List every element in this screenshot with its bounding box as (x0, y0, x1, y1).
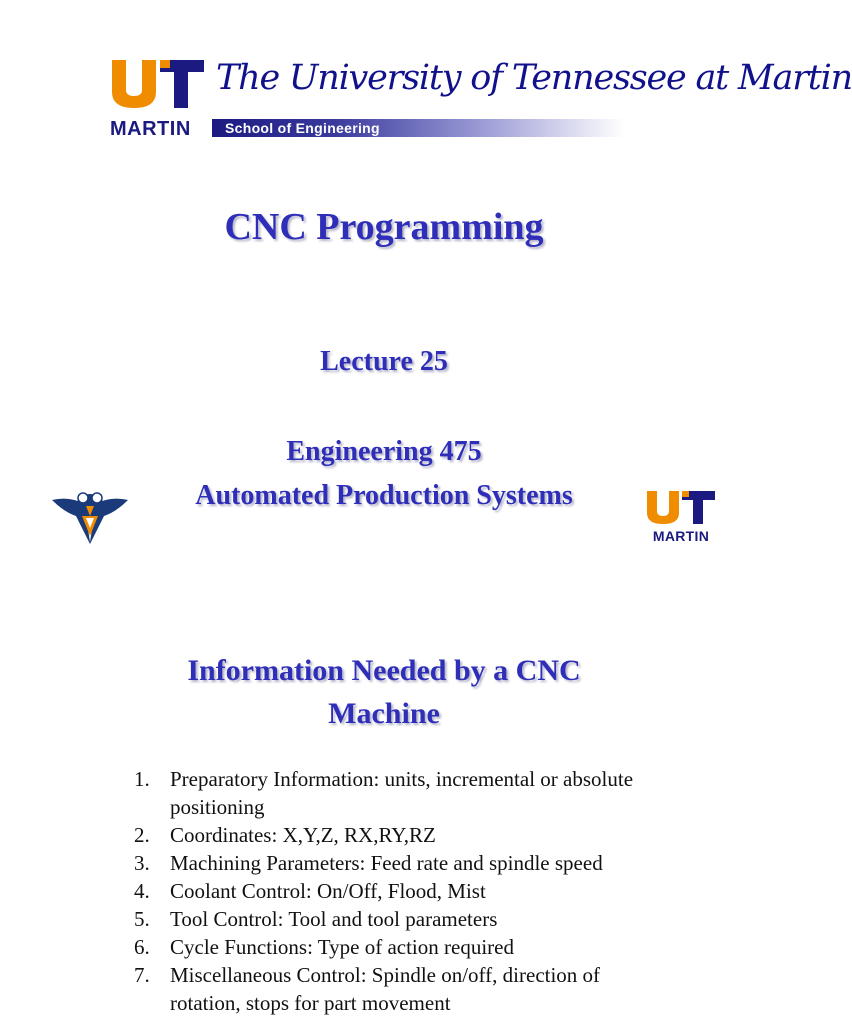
list-item (134, 933, 654, 961)
list-item (134, 765, 654, 821)
section-title-line1: Information Needed by a CNC (187, 654, 581, 687)
list-item-number: 1. (134, 767, 150, 791)
logo-martin-word: MARTIN (110, 118, 191, 140)
university-name: The University of Tennessee at Martin (216, 58, 852, 98)
ut-martin-logo-icon (645, 489, 717, 525)
slide-title: CNC Programming (224, 206, 544, 248)
list-item-number: 2. (134, 823, 150, 847)
list-item-text: Machining Parameters: Feed rate and spindle speed (170, 851, 603, 875)
list-item-number: 6. (134, 935, 150, 959)
list-item (134, 905, 654, 933)
course-name: Automated Production Systems (195, 480, 573, 511)
list-item-text: Coolant Control: On/Off, Flood, Mist (170, 879, 486, 903)
lecture-number: Lecture 25 (320, 346, 448, 377)
ut-martin-logo-text: MARTIN (652, 528, 710, 544)
list-item (134, 849, 654, 877)
skyhawk-logo-icon (50, 482, 130, 546)
list-item-text: Preparatory Information: units, incremental or absolute positioning (170, 767, 634, 819)
section-title-line2: Machine (328, 697, 440, 730)
list-item-text: Coordinates: X,Y,Z, RX,RY,RZ (170, 823, 436, 847)
list-item-text: Tool Control: Tool and tool parameters (170, 907, 498, 931)
list-item (134, 821, 654, 849)
list-item-text: Miscellaneous Control: Spindle on/off, direction of rotation, stops for part movement (170, 963, 601, 1015)
list-item-number: 3. (134, 851, 150, 875)
list-item-text: Cycle Functions: Type of action required (170, 935, 514, 959)
list-item-number: 4. (134, 879, 150, 903)
school-name: School of Engineering (225, 120, 380, 136)
list-item-number: 5. (134, 907, 150, 931)
information-list (134, 765, 654, 1017)
ut-logo-icon (110, 58, 206, 110)
course-number: Engineering 475 (286, 436, 482, 467)
list-item (134, 877, 654, 905)
list-item-number: 7. (134, 963, 150, 987)
list-item (134, 961, 654, 1017)
